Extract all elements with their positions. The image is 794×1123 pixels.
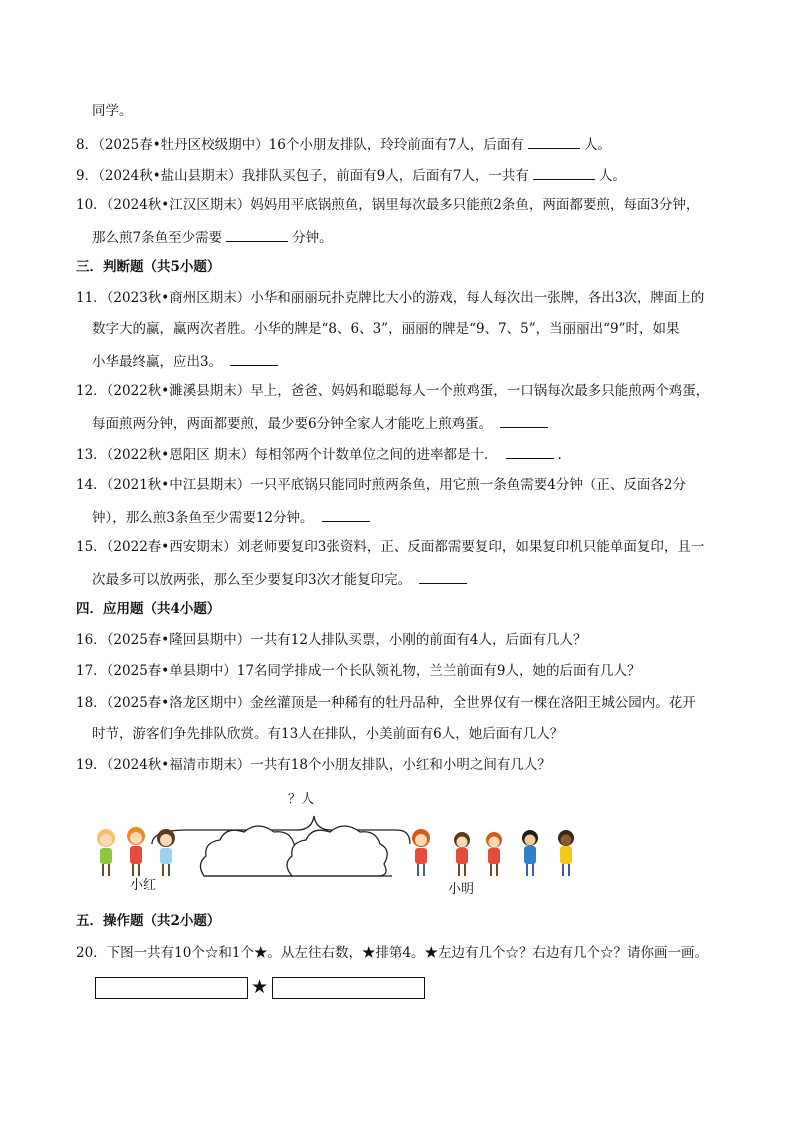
child-icon (157, 829, 175, 876)
question-9: 9．（2024秋•盐山县期末）我排队买包子，前面有9人，后面有7人，一共有 人。 (76, 165, 626, 185)
question-12-line2: 每面煎两分钟，两面都要煎，最少要6分钟全家人才能吃上煎鸡蛋。 (92, 413, 552, 433)
left-child-name: 小红 (130, 878, 157, 893)
child-icon (127, 827, 145, 876)
answer-blank[interactable] (506, 444, 554, 459)
question-14-line2: 钟），那么煎3条鱼至少需要12分钟。 (92, 507, 374, 527)
question-15-line2: 次最多可以放两张，那么至少要复印3次才能复印完。 (92, 569, 471, 589)
question-15: 15．（2022春•西安期末）刘老师要复印3张资料，正、反面都需要复印，如果复印机只能单面复印，且一 (76, 539, 705, 555)
left-drawing-box[interactable] (95, 977, 248, 999)
question-17: 17．（2025春•单县期中）17名同学排成一个长队领礼物，兰兰前面有9人，她的后面有几人？ (76, 663, 641, 679)
question-11-line3: 小华最终赢，应出3。 (92, 351, 282, 371)
answer-blank[interactable] (533, 165, 595, 180)
question-8: 8．（2025春•牡丹区校级期中）16个小朋友排队，玲玲前面有7人，后面有 人。 (76, 134, 611, 154)
cloud-icon (287, 826, 387, 876)
section-3-heading: 三．判断题（共5小题） (76, 259, 221, 275)
brace-label: ？人 (288, 792, 315, 807)
child-icon (558, 830, 574, 876)
answer-blank[interactable] (419, 569, 467, 584)
child-icon (97, 829, 115, 876)
answer-blank[interactable] (230, 351, 278, 366)
question-11-line2: 数字大的赢，赢两次者胜。小华的牌是“8、6、3”，丽丽的牌是“9、7、5”，当丽丽出“9”时，如果 (92, 321, 680, 337)
question-10-line2: 那么煎7条鱼至少需要 分钟。 (92, 227, 333, 247)
question-14: 14．（2021秋•中江县期末）一只平底锅只能同时煎两条鱼，用它煎一条鱼需要4分钟（正、反面各2分 (76, 477, 686, 493)
queue-illustration (92, 786, 592, 898)
child-icon (522, 830, 538, 876)
answer-blank[interactable] (500, 413, 548, 428)
question-20: 20．下图一共有10个☆和1个★。从左往右数，★排第4。★左边有几个☆？右边有几个☆？请你画一画。 (76, 945, 709, 961)
section-4-heading: 四．应用题（共4小题） (76, 601, 221, 617)
child-icon (454, 832, 470, 876)
answer-blank[interactable] (322, 507, 370, 522)
question-19: 19．（2024秋•福清市期末）一共有18个小朋友排队，小红和小明之间有几人？ (76, 757, 551, 773)
child-icon (412, 829, 430, 876)
right-drawing-box[interactable] (272, 977, 425, 999)
question-11: 11．（2023秋•商州区期末）小华和丽丽玩扑克牌比大小的游戏，每人每次出一张牌，各出3次，牌面上的 (76, 290, 705, 306)
section-5-heading: 五．操作题（共2小题） (76, 913, 221, 929)
answer-blank[interactable] (226, 227, 288, 242)
right-child-name: 小明 (448, 882, 475, 897)
question-13: 13．（2022秋•恩阳区 期末）每相邻两个计数单位之间的进率都是十． . (76, 444, 562, 464)
text-line-continuation: 同学。 (92, 103, 133, 119)
question-16: 16．（2025春•隆回县期中）一共有12人排队买票，小刚的前面有4人，后面有几人？ (76, 632, 587, 648)
question-10: 10．（2024秋•江汉区期末）妈妈用平底锅煎鱼，锅里每次最多只能煎2条鱼，两面都要煎，每面3分钟， (76, 197, 700, 213)
answer-blank[interactable] (528, 134, 580, 149)
question-18-line2: 时节，游客们争先排队欣赏。有13人在排队，小美前面有6人，她后面有几人？ (92, 726, 564, 742)
question-18: 18．（2025春•洛龙区期中）金丝灌顶是一种稀有的牡丹品种，全世界仅有一棵在洛阳王城公园内。花开 (76, 695, 696, 711)
child-icon (486, 832, 502, 876)
black-star-icon: ★ (251, 976, 269, 998)
cloud-icon (200, 826, 301, 876)
question-12: 12．（2022秋•濉溪县期末）早上，爸爸、妈妈和聪聪每人一个煎鸡蛋，一口锅每次最多只能煎两个鸡蛋， (76, 383, 710, 399)
queue-figure (92, 786, 592, 898)
